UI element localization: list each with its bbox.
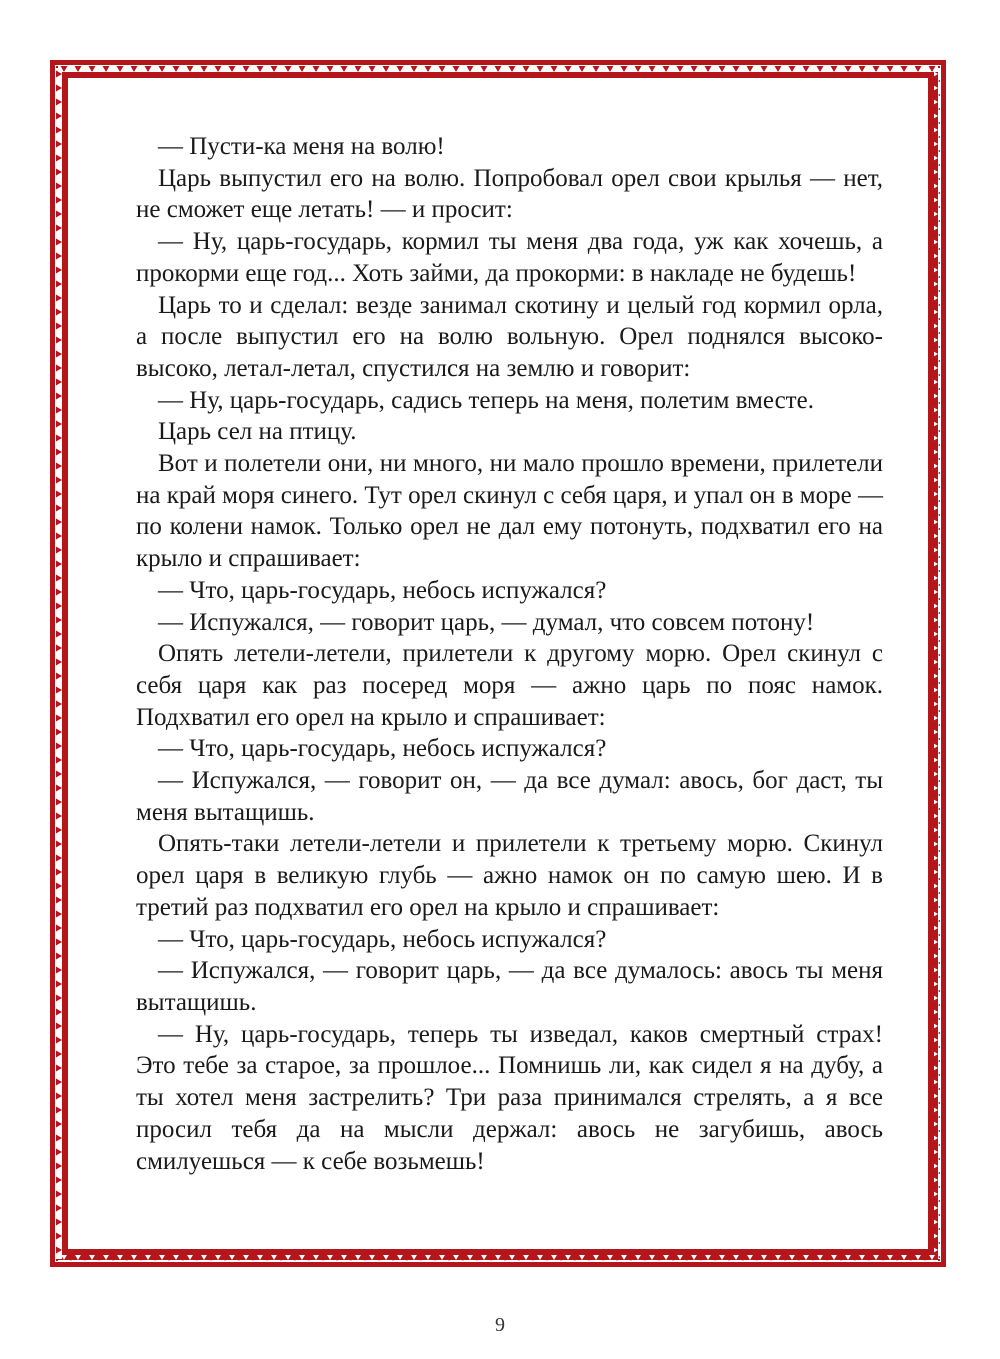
story-text — [136, 131, 883, 1177]
decorative-border — [50, 60, 946, 1267]
page-content-area — [68, 78, 928, 1249]
page-number: 9 — [495, 1314, 505, 1336]
paragraph: Опять летели-летели, прилетели к другому морю. Орел скинул с себя царя как раз посеред моря — ажно царь по пояс намок. Подхватил его орел на крыло и спрашивает: — [136, 640, 883, 731]
paragraph: — Ну, царь-государь, теперь ты изведал, каков смертный страх! Это тебе за старое, за прошлое... Помнишь ли, как сидел я на дубу, а ты хотел меня застрелить? Три раза принимался стрелять, а я все просил тебя да на мысли держал: авось не загубишь, авось смилуешься — к себе возьмешь! — [136, 1020, 883, 1175]
paragraph: — Испужался, — говорит царь, — думал, что совсем потону! — [158, 608, 815, 636]
paragraph: — Испужался, — говорит он, — да все думал: авось, бог даст, ты меня вытащишь. — [136, 767, 883, 826]
paragraph: — Ну, царь-государь, садись теперь на меня, полетим вместе. — [158, 386, 814, 414]
paragraph: Царь то и сделал: везде занимал скотину и целый год кормил орла, а после выпустил его на волю вольную. Орел поднялся высоко-высоко, летал-летал, спустился на землю и говорит: — [136, 291, 883, 382]
paragraph: — Что, царь-государь, небось испужался? — [158, 735, 607, 763]
paragraph: — Пусти-ка меня на волю! — [158, 133, 445, 160]
paragraph: — Что, царь-государь, небось испужался? — [158, 576, 607, 604]
paragraph: — Ну, царь-государь, кормил ты меня два года, уж как хочешь, а прокорми еще год... Хоть займи, да прокорми: в накладе не будешь! — [136, 228, 883, 287]
paragraph: Царь выпустил его на волю. Попробовал орел свои крылья — нет, не сможет еще летать! — и просит: — [136, 164, 883, 224]
paragraph: — Испужался, — говорит царь, — да все думалось: авось ты меня вытащишь. — [136, 957, 883, 1016]
paragraph: Опять-таки летели-летели и прилетели к третьему морю. Скинул орел царя в великую глубь — ажно намок он по самую шею. И в третий раз подхватил его орел на крыло и спрашивает: — [136, 830, 883, 921]
paragraph: Царь сел на птицу. — [158, 418, 357, 446]
paragraph: — Что, царь-государь, небось испужался? — [158, 925, 607, 953]
paragraph: Вот и полетели они, ни много, ни мало прошло времени, прилетели на край моря синего. Тут орел скинул с себя царя, и упал он в море — по колени намок. Только орел не дал ему потонуть, подхватил его на крыло и спрашивает: — [136, 450, 883, 573]
